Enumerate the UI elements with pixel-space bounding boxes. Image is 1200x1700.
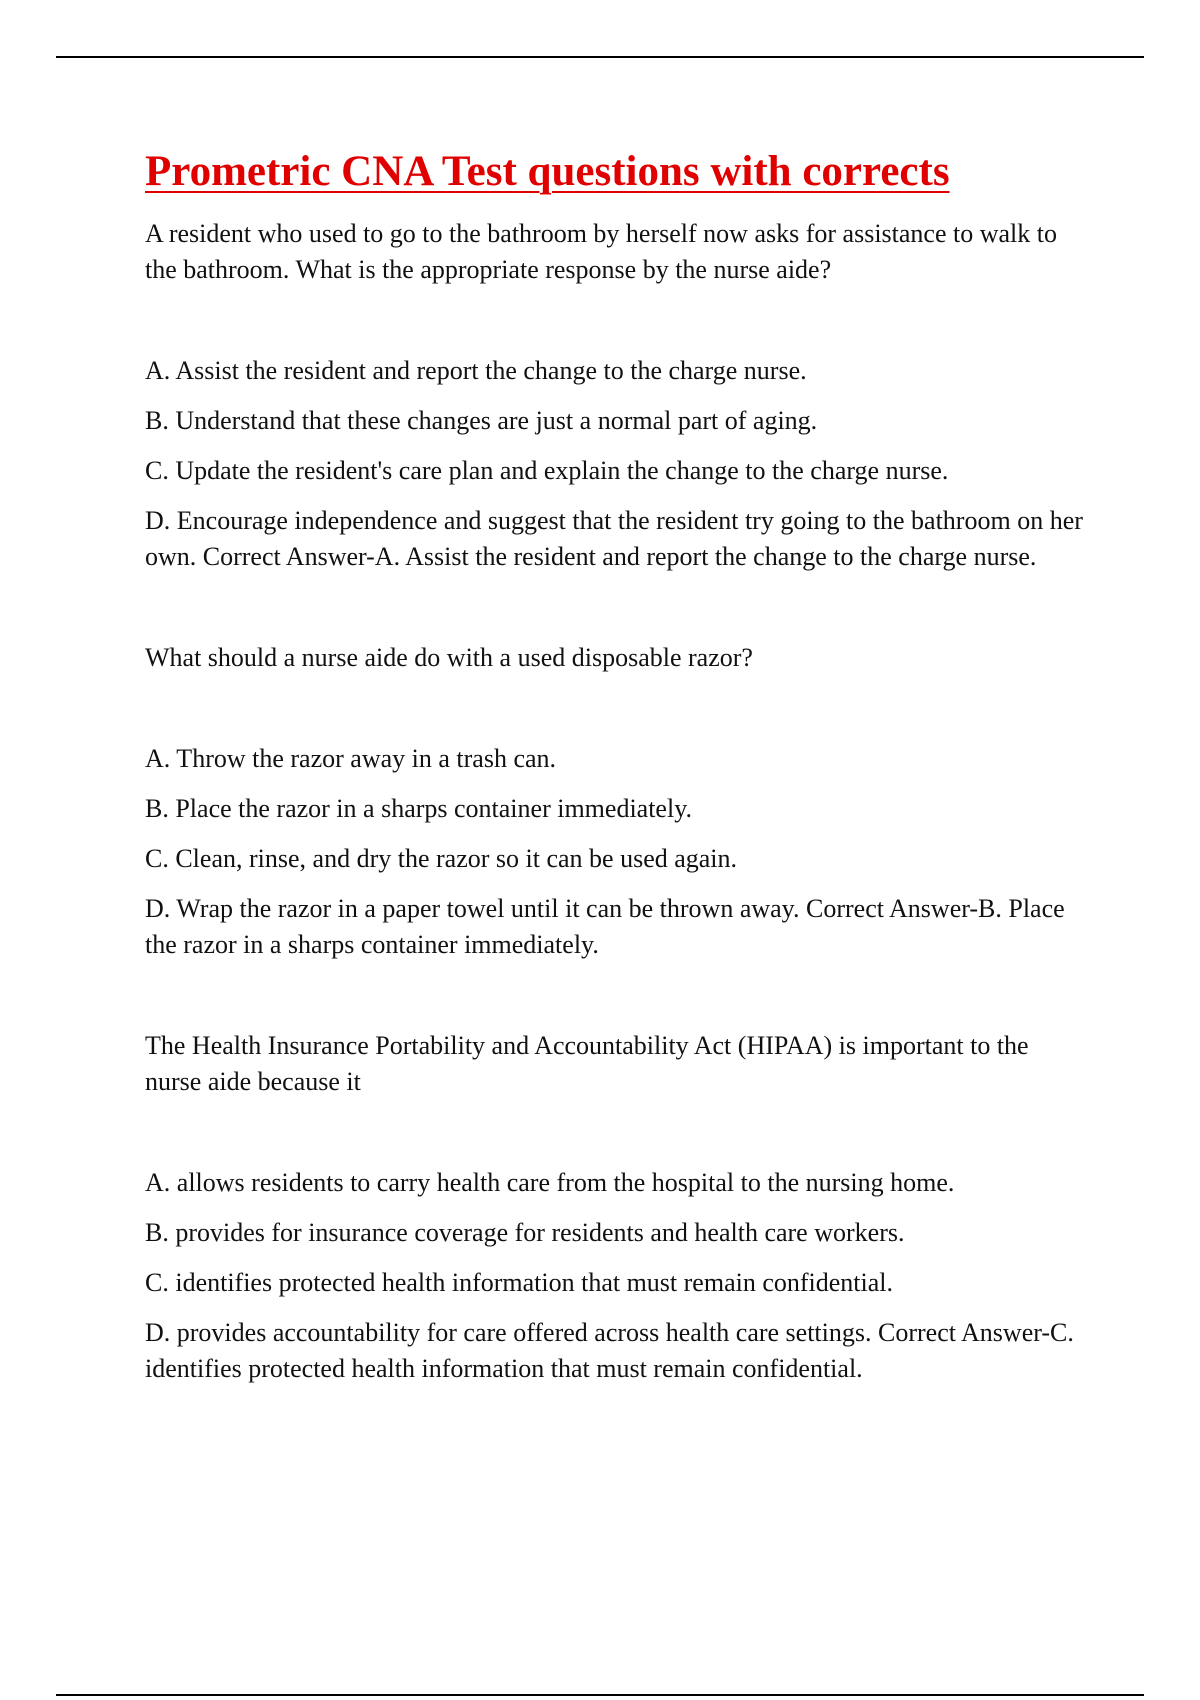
answer-option-c: C. Clean, rinse, and dry the razor so it can be used again. bbox=[145, 844, 738, 873]
answer-option-b: B. provides for insurance coverage for residents and health care workers. bbox=[145, 1218, 905, 1247]
answer-option-c: C. identifies protected health information that must remain confidential. bbox=[145, 1268, 894, 1297]
answer-option-d: D. provides accountability for care offered across health care settings. Correct Answer-C. identifies protected health information that must remain confidential. bbox=[145, 1318, 1074, 1383]
document-title: Prometric CNA Test questions with corrects bbox=[145, 148, 950, 195]
bottom-rule bbox=[56, 1694, 1144, 1696]
question-text: What should a nurse aide do with a used disposable razor? bbox=[145, 643, 753, 672]
question-block-2 bbox=[145, 640, 1090, 963]
answer-option-b: B. Understand that these changes are just a normal part of aging. bbox=[145, 406, 818, 435]
answer-option-c: C. Update the resident's care plan and explain the change to the charge nurse. bbox=[145, 456, 949, 485]
question-block-1 bbox=[145, 216, 1090, 575]
top-rule bbox=[56, 56, 1144, 58]
answer-option-a: A. Assist the resident and report the change to the charge nurse. bbox=[145, 356, 807, 385]
question-text: A resident who used to go to the bathroom by herself now asks for assistance to walk to the bathroom. What is the appropriate response by the nurse aide? bbox=[145, 219, 1057, 284]
answer-option-d: D. Encourage independence and suggest that the resident try going to the bathroom on her own. Correct Answer-A. Assist the resident and report the change to the charge nurse. bbox=[145, 506, 1083, 571]
answer-option-a: A. allows residents to carry health care from the hospital to the nursing home. bbox=[145, 1168, 955, 1197]
answer-option-a: A. Throw the razor away in a trash can. bbox=[145, 744, 557, 773]
answer-option-b: B. Place the razor in a sharps container immediately. bbox=[145, 794, 693, 823]
document-body bbox=[145, 146, 1090, 1452]
answer-option-d: D. Wrap the razor in a paper towel until it can be thrown away. Correct Answer-B. Place the razor in a sharps container immediately. bbox=[145, 894, 1065, 959]
question-block-3 bbox=[145, 1028, 1090, 1387]
question-text: The Health Insurance Portability and Accountability Act (HIPAA) is important to the nurse aide because it bbox=[145, 1031, 1029, 1096]
